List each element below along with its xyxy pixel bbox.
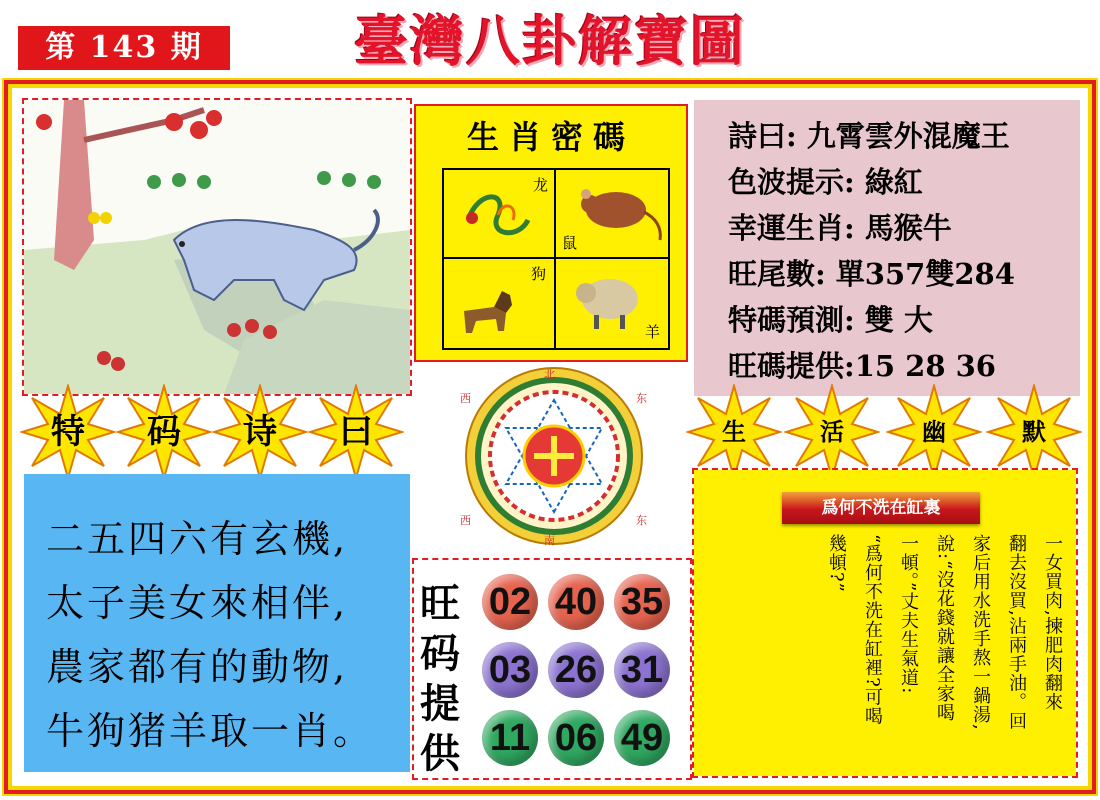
story-column: 家后用水洗手熬一鍋湯, bbox=[970, 534, 991, 731]
poem-panel bbox=[24, 474, 410, 772]
poem-line: 牛狗猪羊取一肖。 bbox=[46, 709, 375, 753]
color-hint: 色波提示: 綠紅 bbox=[728, 165, 923, 199]
page-title: 臺灣八卦解寶圖 bbox=[354, 9, 746, 73]
poem-line: 二五四六有玄機, bbox=[46, 517, 349, 561]
zodiac-cell-dog bbox=[444, 259, 556, 348]
poem-line-info: 詩曰: 九霄雲外混魔王 bbox=[728, 119, 1010, 153]
zodiac-label-dragon: 龙 bbox=[532, 176, 548, 194]
sheep-icon bbox=[570, 269, 650, 339]
star-badge bbox=[986, 384, 1082, 480]
zodiac-label-sheep: 羊 bbox=[644, 323, 660, 341]
star-label: 曰 bbox=[339, 412, 373, 452]
number-ball: 31 bbox=[614, 642, 670, 698]
number-ball: 02 bbox=[482, 574, 538, 630]
story-column: 說:“沒花錢就讓全家喝 bbox=[934, 534, 955, 723]
dragon-icon bbox=[458, 180, 538, 250]
zodiac-cell-sheep bbox=[556, 259, 668, 348]
wheel-label: 东 bbox=[636, 514, 647, 527]
star-badge bbox=[308, 384, 404, 480]
star-badge bbox=[116, 384, 212, 480]
star-badge bbox=[886, 384, 982, 480]
wheel-label-south: 南 bbox=[544, 534, 555, 547]
star-badge bbox=[784, 384, 880, 480]
story-column: 翻去沒買,沾兩手油。回 bbox=[1006, 534, 1027, 731]
tail-numbers: 旺尾數: 單357雙284 bbox=[728, 257, 1015, 291]
story-column: “爲何不洗在缸裡?可喝 bbox=[862, 534, 883, 726]
poem-line: 太子美女來相伴, bbox=[46, 581, 349, 625]
dog-icon bbox=[454, 281, 524, 341]
number-ball: 03 bbox=[482, 642, 538, 698]
star-label: 码 bbox=[147, 412, 181, 452]
numbers-label-char: 码 bbox=[420, 630, 460, 677]
bagua-wheel bbox=[432, 366, 676, 546]
star-badge bbox=[20, 384, 116, 480]
story-title: 爲何不洗在缸裏 bbox=[782, 492, 980, 524]
wheel-label: 西 bbox=[460, 514, 471, 527]
wheel-label: 西 bbox=[460, 392, 471, 405]
numbers-label-char: 旺 bbox=[420, 580, 460, 627]
star-badge bbox=[212, 384, 308, 480]
zodiac-label-dog: 狗 bbox=[530, 265, 546, 283]
number-ball: 40 bbox=[548, 574, 604, 630]
lucky-zodiac: 幸運生肖: 馬猴牛 bbox=[728, 211, 952, 245]
poem-line: 農家都有的動物, bbox=[46, 645, 349, 689]
numbers-label-char: 提 bbox=[420, 680, 460, 727]
number-ball: 35 bbox=[614, 574, 670, 630]
info-panel bbox=[694, 100, 1080, 396]
star-badge bbox=[686, 384, 782, 480]
wheel-label-north: 北 bbox=[544, 368, 555, 381]
number-ball: 11 bbox=[482, 710, 538, 766]
star-label: 生 bbox=[722, 417, 746, 446]
number-ball: 06 bbox=[548, 710, 604, 766]
star-label: 幽 bbox=[922, 417, 946, 446]
story-column: 一頓。”丈夫生氣道: bbox=[898, 534, 919, 695]
number-ball: 49 bbox=[614, 710, 670, 766]
star-label: 默 bbox=[1022, 417, 1046, 446]
zodiac-cell-rat bbox=[556, 170, 668, 259]
numbers-label-char: 供 bbox=[420, 730, 460, 777]
rat-icon bbox=[576, 178, 666, 248]
wheel-label: 东 bbox=[636, 392, 647, 405]
special-prediction: 特碼預測: 雙 大 bbox=[728, 303, 933, 337]
zodiac-label-rat: 鼠 bbox=[562, 234, 578, 252]
zodiac-cell-dragon bbox=[444, 170, 556, 259]
zodiac-grid bbox=[442, 168, 670, 350]
story-column: 一女買肉,揀肥肉翻來 bbox=[1042, 534, 1063, 712]
star-label: 诗 bbox=[243, 412, 277, 452]
story-column: 幾頓?” bbox=[826, 534, 847, 593]
issue-number-badge: 第 143 期 bbox=[18, 26, 230, 70]
zodiac-code-box bbox=[414, 104, 688, 362]
star-label: 活 bbox=[820, 417, 844, 446]
zodiac-box-title: 生肖密碼 bbox=[466, 118, 635, 156]
number-ball: 26 bbox=[548, 642, 604, 698]
star-label: 特 bbox=[51, 412, 85, 452]
story-border bbox=[692, 468, 1078, 778]
illustration-border bbox=[22, 98, 412, 396]
hot-numbers: 旺碼提供:15 28 36 bbox=[728, 349, 996, 383]
numbers-border bbox=[412, 558, 692, 780]
